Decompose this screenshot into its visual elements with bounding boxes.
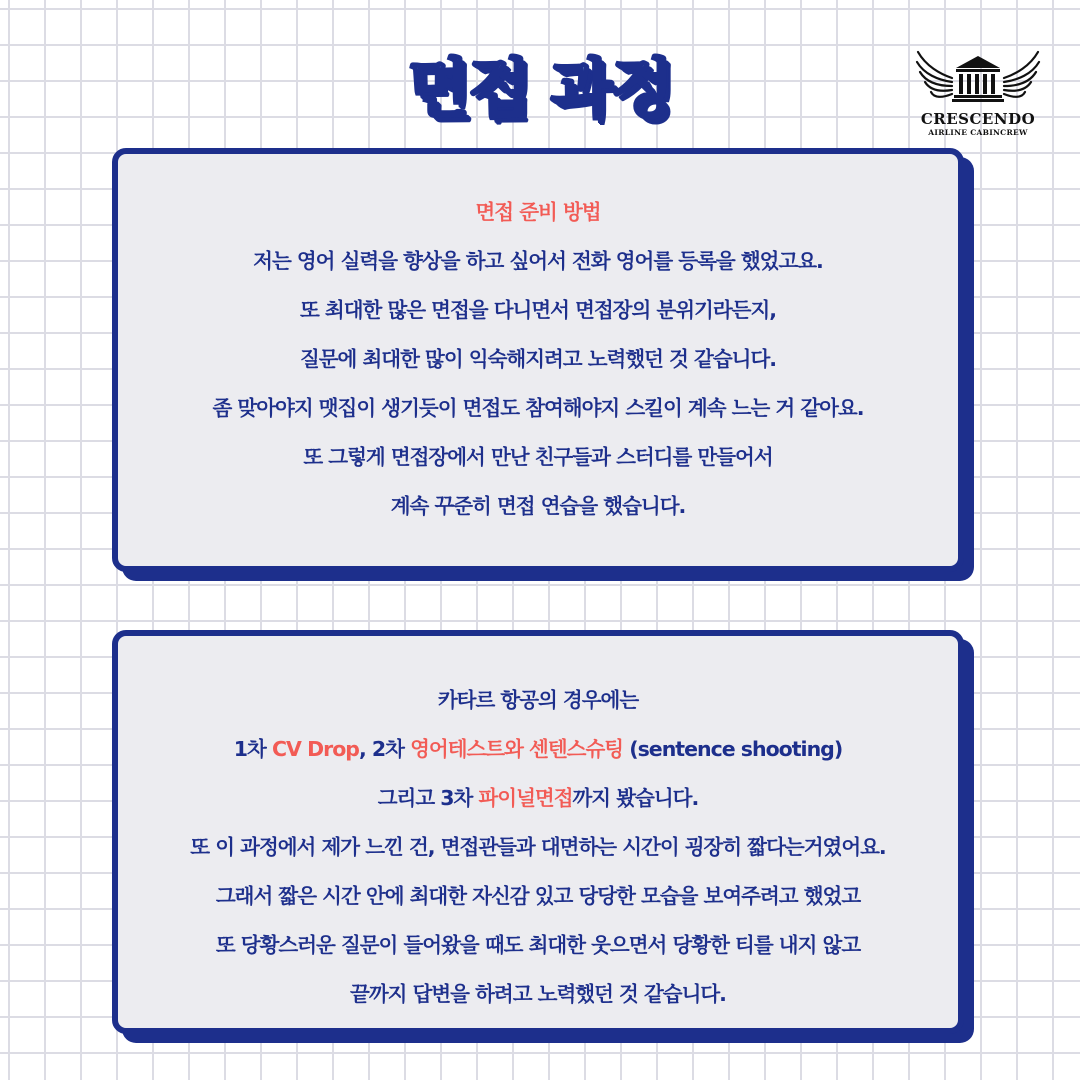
interview-process-card: [112, 630, 964, 1034]
card2-line: 또 이 과정에서 제가 느낀 건, 면접관들과 대면하는 시간이 굉장히 짧다는거였어요.: [190, 835, 886, 859]
page-title: 면접 과정: [407, 53, 673, 127]
stage-final-interview: 파이널면접: [478, 786, 573, 810]
winged-building-logo-icon: [912, 44, 1044, 110]
card2-final-line: [118, 774, 958, 823]
interview-prep-card: [112, 148, 964, 572]
stage-cv-drop: CV Drop: [272, 737, 359, 761]
logo-name: CRESCENDO: [920, 110, 1036, 128]
stage-text: 1차: [233, 737, 273, 761]
stage-text: , 2차: [358, 737, 411, 761]
card1-line: 저는 영어 실력을 향상을 하고 싶어서 전화 영어를 등록을 했었고요.: [253, 249, 823, 273]
stage-english-test: 영어테스트와 센텐스슈팅: [410, 737, 624, 761]
logo-subtitle: AIRLINE CABINCREW: [928, 128, 1028, 137]
card2-intro: 카타르 항공의 경우에는: [437, 688, 639, 712]
crescendo-logo: [912, 44, 1044, 140]
card1-line: 또 그렇게 면접장에서 만난 친구들과 스터디를 만들어서: [303, 445, 773, 469]
card2-stages-line: [118, 725, 958, 774]
card1-line: 좀 맞아야지 맷집이 생기듯이 면접도 참여해야지 스킬이 계속 느는 거 같아요.: [212, 396, 864, 420]
stage-text: 그리고 3차: [377, 786, 479, 810]
stage-text: 까지 봤습니다.: [572, 786, 699, 810]
card1-heading: 면접 준비 방법: [475, 200, 601, 224]
card1-line: 계속 꾸준히 면접 연습을 했습니다.: [390, 494, 686, 518]
card2-line: 또 당황스러운 질문이 들어왔을 때도 최대한 웃으면서 당황한 티를 내지 않고: [215, 933, 861, 957]
card1-line: 질문에 최대한 많이 익숙해지려고 노력했던 것 같습니다.: [299, 347, 777, 371]
stage-text: (sentence shooting): [623, 737, 843, 761]
card2-line: 그래서 짧은 시간 안에 최대한 자신감 있고 당당한 모습을 보여주려고 했었고: [215, 884, 861, 908]
card1-line: 또 최대한 많은 면접을 다니면서 면접장의 분위기라든지,: [299, 298, 777, 322]
card2-line: 끝까지 답변을 하려고 노력했던 것 같습니다.: [350, 982, 726, 1006]
